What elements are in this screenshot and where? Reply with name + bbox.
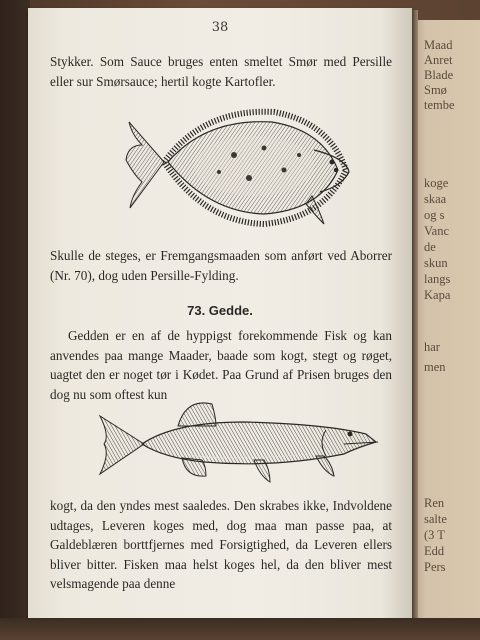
pike-illustration [94, 396, 384, 488]
next-page-fragment: Kapa [424, 288, 451, 302]
next-page-fragment: Vanc [424, 224, 449, 238]
next-page-fragment: har [424, 340, 440, 354]
page-number: 38 [211, 20, 229, 35]
next-page-fragment: Maad [424, 38, 453, 52]
next-page-fragment: og s [424, 208, 445, 222]
paragraph-bottom: kogt, da den yndes mest saaledes. Den skrabes ikke, Indvoldene udtages, Leveren koges med, dog maa man passe paa, at Galdeblæren borttfjernes med Forsigtighed, da Leveren ellers bliver bitter. Fisken maa helst koges hel, da den bliver mest velsmagende paa denne [50, 498, 392, 591]
book-page [28, 8, 412, 618]
flatfish-illustration [124, 100, 354, 230]
next-page-fragment: skun [424, 256, 448, 270]
next-page-fragment: Edd [424, 544, 445, 558]
next-page-fragment: salte [424, 512, 447, 526]
next-page-fragment: koge [424, 176, 449, 190]
next-page-fragment: de [424, 240, 436, 254]
next-page-fragment: men [424, 360, 446, 374]
next-page-fragment: Blade [424, 68, 454, 82]
paragraph-middle: Skulle de steges, er Fremgangsmaaden som anført ved Aborrer (Nr. 70), dog uden Persille-Fylding. [50, 248, 392, 283]
next-page-fragment: (3 T [424, 528, 445, 542]
section-heading: 73. Gedde. [187, 303, 253, 318]
next-page-fragment: Pers [424, 560, 446, 574]
next-page-fragment: langs [424, 272, 451, 286]
next-page-fragment: tembe [424, 98, 455, 112]
next-page-fragment: skaa [424, 192, 447, 206]
next-page [412, 20, 480, 620]
next-page-fragment: Anret [424, 53, 453, 67]
book-cover-edge [0, 0, 30, 640]
paragraph-top: Stykker. Som Sauce bruges enten smeltet Smør med Persille eller sur Smørsauce; hertil kogte Kartofler. [50, 54, 392, 89]
paragraph-gedde-intro: Gedden er en af de hyppigst forekommende Fisk og kan anvendes paa mange Maader, baade som kogt, stegt og røget, uagtet den er noget tør i Kødet. Paa Grund af Prisen bruges den dog nu som oftest kun [50, 328, 392, 402]
next-page-fragment: Smø [424, 83, 447, 97]
next-page-fragment: Ren [424, 496, 445, 510]
book-cover-bottom [0, 618, 480, 640]
